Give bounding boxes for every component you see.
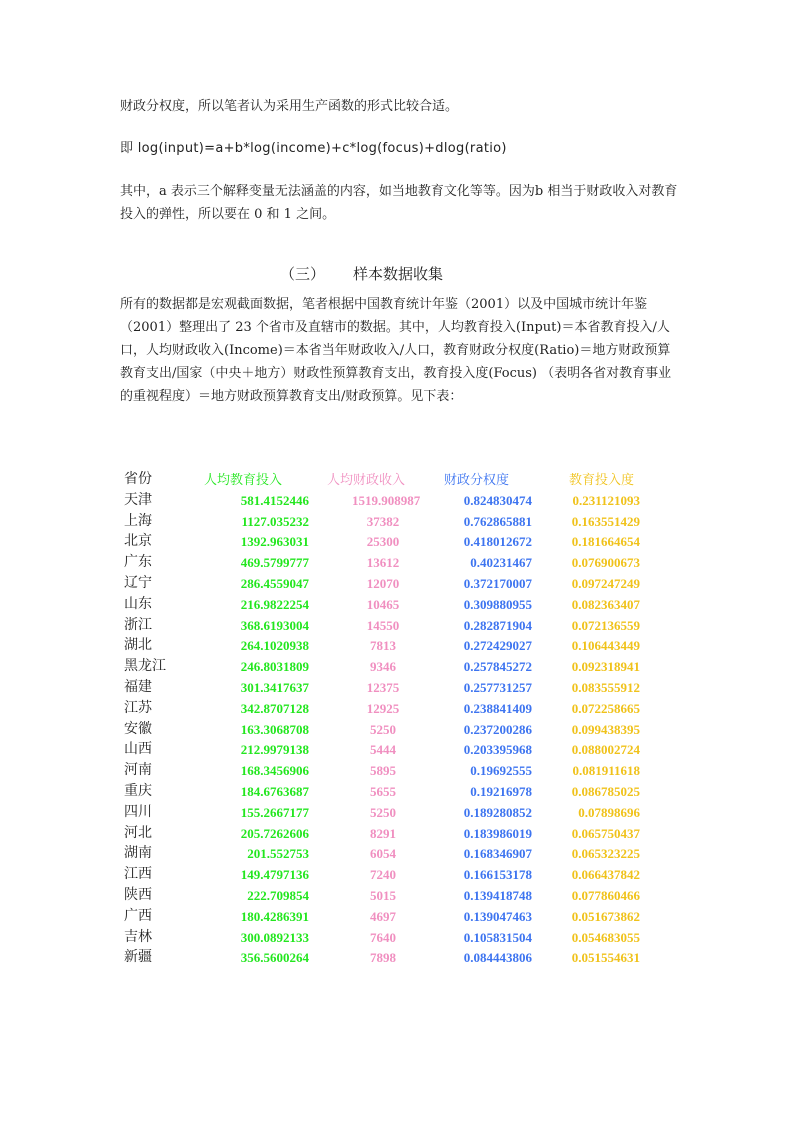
cell-province: 江苏 bbox=[124, 700, 152, 716]
cell-province: 天津 bbox=[124, 492, 152, 508]
cell-income bbox=[309, 678, 414, 699]
cell-province: 北京 bbox=[124, 534, 152, 550]
cell-province: 重庆 bbox=[124, 783, 152, 799]
cell-province: 河南 bbox=[124, 763, 152, 779]
cell-focus: 0.099438395 bbox=[571, 721, 640, 737]
cell-input: 286.4559047 bbox=[240, 575, 309, 591]
table-row bbox=[118, 512, 640, 533]
cell-income bbox=[309, 907, 414, 928]
cell-input: 222.709854 bbox=[247, 887, 309, 903]
province-data-table bbox=[118, 470, 640, 969]
cell-input: 246.8031809 bbox=[240, 659, 309, 675]
header-ratio: 财政分权度 bbox=[444, 472, 510, 487]
regression-formula: 即 log(input)=a+b*log(income)+c*log(focus)+dlog(ratio) bbox=[120, 141, 507, 156]
cell-income bbox=[309, 553, 414, 574]
cell-income-value: 7813 bbox=[370, 638, 396, 654]
cell-input: 368.6193004 bbox=[240, 617, 309, 633]
cell-income-value: 7240 bbox=[370, 867, 396, 883]
cell-ratio: 0.372170007 bbox=[463, 575, 532, 591]
cell-province: 广东 bbox=[124, 555, 152, 571]
cell-focus: 0.231121093 bbox=[572, 492, 640, 508]
cell-ratio: 0.203395968 bbox=[463, 742, 532, 758]
cell-input: 163.3068708 bbox=[240, 721, 309, 737]
cell-focus: 0.092318941 bbox=[571, 659, 640, 675]
table-row bbox=[118, 782, 640, 803]
cell-ratio: 0.139418748 bbox=[463, 887, 532, 903]
cell-ratio: 0.238841409 bbox=[463, 700, 532, 716]
cell-focus: 0.082363407 bbox=[571, 596, 640, 612]
cell-income bbox=[309, 720, 414, 741]
cell-ratio: 0.257731257 bbox=[463, 679, 532, 695]
cell-input: 201.552753 bbox=[247, 846, 309, 862]
cell-income-value: 12925 bbox=[366, 700, 400, 716]
table-row bbox=[118, 720, 640, 741]
table-row bbox=[118, 907, 640, 928]
cell-income bbox=[309, 844, 414, 865]
cell-income-value: 7898 bbox=[370, 950, 396, 966]
cell-province: 河北 bbox=[124, 825, 152, 841]
data-description-paragraph: 所有的数据都是宏观截面数据，笔者根据中国教育统计年鉴（2001）以及中国城市统计年鉴（2001）整理出了 23 个省市及直辖市的数据。其中，人均教育投入(Input)＝本省教育投入/人口，人均财政收入(Income)＝本省当年财政收入/人口，教育财政分权度(Ratio)＝地方财政预算教育支出/国家（中央＋地方）财政性预算教育支出，教育投入度(Focus) （表明各省对教育事业的重视程度）＝地方财政预算教育支出/财政预算。见下表： bbox=[120, 297, 672, 404]
cell-focus: 0.065750437 bbox=[571, 825, 640, 841]
cell-income-value: 37382 bbox=[366, 513, 400, 529]
cell-input: 300.0892133 bbox=[240, 929, 309, 945]
cell-income-value: 10465 bbox=[366, 596, 400, 612]
cell-income-value: 4697 bbox=[370, 908, 396, 924]
cell-province: 四川 bbox=[124, 804, 152, 820]
cell-province: 安徽 bbox=[124, 721, 152, 737]
cell-ratio: 0.257845272 bbox=[463, 659, 532, 675]
cell-ratio: 0.824830474 bbox=[463, 492, 532, 508]
cell-income bbox=[309, 616, 414, 637]
cell-province: 吉林 bbox=[124, 929, 152, 945]
cell-income-value: 5015 bbox=[370, 887, 396, 903]
table-row bbox=[118, 948, 640, 969]
cell-focus: 0.097247249 bbox=[571, 575, 640, 591]
cell-focus: 0.051673862 bbox=[571, 908, 640, 924]
table-row bbox=[118, 803, 640, 824]
table-row bbox=[118, 678, 640, 699]
cell-input: 301.3417637 bbox=[240, 679, 309, 695]
table-row bbox=[118, 761, 640, 782]
table-row bbox=[118, 616, 640, 637]
table-row bbox=[118, 824, 640, 845]
cell-province: 山西 bbox=[124, 742, 152, 758]
cell-province: 黑龙江 bbox=[124, 659, 166, 675]
cell-focus: 0.083555912 bbox=[571, 679, 640, 695]
section-title: 样本数据收集 bbox=[353, 265, 444, 283]
cell-focus: 0.086785025 bbox=[571, 783, 640, 799]
cell-focus: 0.072136559 bbox=[571, 617, 640, 633]
cell-income-value: 7640 bbox=[370, 929, 396, 945]
cell-input: 356.5600264 bbox=[240, 950, 309, 966]
cell-input: 469.5799777 bbox=[240, 555, 309, 571]
cell-income bbox=[309, 948, 414, 969]
cell-focus: 0.088002724 bbox=[571, 742, 640, 758]
cell-income-value: 12375 bbox=[366, 679, 400, 695]
cell-income-value: 25300 bbox=[366, 534, 400, 550]
cell-ratio: 0.183986019 bbox=[463, 825, 532, 841]
cell-province: 湖南 bbox=[124, 846, 152, 862]
cell-province: 福建 bbox=[124, 679, 152, 695]
cell-income-value: 5250 bbox=[370, 804, 396, 820]
cell-input: 184.6763687 bbox=[240, 783, 309, 799]
cell-income bbox=[309, 574, 414, 595]
table-row bbox=[118, 491, 640, 512]
cell-focus: 0.07898696 bbox=[578, 804, 640, 820]
cell-ratio: 0.272429027 bbox=[463, 638, 532, 654]
cell-income bbox=[309, 740, 414, 761]
cell-income bbox=[309, 512, 414, 533]
cell-province: 山东 bbox=[124, 596, 152, 612]
cell-ratio: 0.762865881 bbox=[463, 513, 532, 529]
cell-ratio: 0.237200286 bbox=[463, 721, 532, 737]
cell-income bbox=[309, 782, 414, 803]
cell-income bbox=[309, 532, 414, 553]
cell-ratio: 0.166153178 bbox=[463, 867, 532, 883]
cell-input: 216.9822254 bbox=[240, 596, 309, 612]
header-focus: 教育投入度 bbox=[569, 472, 635, 487]
cell-input: 1127.035232 bbox=[241, 513, 309, 529]
table-row bbox=[118, 657, 640, 678]
cell-income bbox=[309, 865, 414, 886]
cell-income bbox=[309, 803, 414, 824]
cell-ratio: 0.189280852 bbox=[463, 804, 532, 820]
header-input: 人均教育投入 bbox=[204, 472, 283, 487]
cell-ratio: 0.19692555 bbox=[470, 763, 532, 779]
cell-income-value: 14550 bbox=[366, 617, 400, 633]
cell-income bbox=[309, 761, 414, 782]
cell-province: 浙江 bbox=[124, 617, 152, 633]
section-number: （三） bbox=[280, 265, 326, 283]
cell-province: 湖北 bbox=[124, 638, 152, 654]
cell-input: 205.7262606 bbox=[240, 825, 309, 841]
cell-ratio: 0.139047463 bbox=[463, 908, 532, 924]
cell-income-value: 8291 bbox=[370, 825, 396, 841]
table-row bbox=[118, 636, 640, 657]
table-row bbox=[118, 886, 640, 907]
table-row bbox=[118, 699, 640, 720]
cell-income-value: 5444 bbox=[370, 742, 396, 758]
table-row bbox=[118, 844, 640, 865]
cell-province: 广西 bbox=[124, 908, 152, 924]
cell-focus: 0.163551429 bbox=[571, 513, 640, 529]
cell-input: 149.4797136 bbox=[240, 867, 309, 883]
cell-focus: 0.054683055 bbox=[571, 929, 640, 945]
table-row bbox=[118, 532, 640, 553]
explanation-paragraph: 其中，a 表示三个解释变量无法涵盖的内容，如当地教育文化等等。因为b 相当于财政收入对教育投入的弹性，所以要在 0 和 1 之间。 bbox=[120, 184, 678, 222]
header-income: 人均财政收入 bbox=[327, 472, 406, 487]
table-header-row bbox=[118, 470, 640, 491]
cell-income-value: 6054 bbox=[370, 846, 396, 862]
cell-income-value: 5895 bbox=[370, 763, 396, 779]
cell-income-value: 9346 bbox=[370, 659, 396, 675]
cell-province: 辽宁 bbox=[124, 575, 152, 591]
cell-input: 581.4152446 bbox=[240, 492, 309, 508]
table-row bbox=[118, 553, 640, 574]
intro-paragraph: 财政分权度，所以笔者认为采用生产函数的形式比较合适。 bbox=[120, 99, 459, 114]
cell-province: 江西 bbox=[124, 867, 152, 883]
cell-income-value: 5250 bbox=[370, 721, 396, 737]
cell-focus: 0.051554631 bbox=[571, 950, 640, 966]
table-row bbox=[118, 865, 640, 886]
cell-focus: 0.181664654 bbox=[571, 534, 640, 550]
cell-focus: 0.077860466 bbox=[571, 887, 640, 903]
table-body bbox=[118, 491, 640, 969]
cell-province: 陕西 bbox=[124, 887, 152, 903]
cell-focus: 0.065323225 bbox=[571, 846, 640, 862]
cell-focus: 0.081911618 bbox=[572, 763, 640, 779]
cell-ratio: 0.418012672 bbox=[463, 534, 532, 550]
table-row bbox=[118, 574, 640, 595]
cell-income bbox=[309, 928, 414, 949]
cell-input: 155.2667177 bbox=[240, 804, 309, 820]
cell-focus: 0.072258665 bbox=[571, 700, 640, 716]
cell-income bbox=[309, 699, 414, 720]
cell-income-value: 1519.908987 bbox=[352, 492, 421, 508]
cell-ratio: 0.168346907 bbox=[463, 846, 532, 862]
cell-income-value: 5655 bbox=[370, 783, 396, 799]
cell-focus: 0.106443449 bbox=[571, 638, 640, 654]
cell-input: 212.9979138 bbox=[240, 742, 309, 758]
cell-income bbox=[309, 657, 414, 678]
cell-income bbox=[309, 824, 414, 845]
cell-ratio: 0.084443806 bbox=[463, 950, 532, 966]
cell-ratio: 0.282871904 bbox=[463, 617, 532, 633]
cell-income-value: 13612 bbox=[366, 555, 400, 571]
header-province: 省份 bbox=[124, 472, 152, 487]
cell-input: 168.3456906 bbox=[240, 763, 309, 779]
table-row bbox=[118, 740, 640, 761]
cell-input: 342.8707128 bbox=[240, 700, 309, 716]
cell-income bbox=[309, 491, 421, 512]
table-row bbox=[118, 928, 640, 949]
cell-input: 264.1020938 bbox=[240, 638, 309, 654]
cell-input: 1392.963031 bbox=[240, 534, 309, 550]
cell-ratio: 0.105831504 bbox=[463, 929, 532, 945]
cell-ratio: 0.309880955 bbox=[463, 596, 532, 612]
cell-income bbox=[309, 636, 414, 657]
cell-input: 180.4286391 bbox=[240, 908, 309, 924]
cell-ratio: 0.19216978 bbox=[470, 783, 532, 799]
cell-income-value: 12070 bbox=[366, 575, 400, 591]
cell-income bbox=[309, 886, 414, 907]
cell-province: 上海 bbox=[124, 513, 152, 529]
cell-income bbox=[309, 595, 414, 616]
cell-focus: 0.066437842 bbox=[571, 867, 640, 883]
cell-ratio: 0.40231467 bbox=[470, 555, 532, 571]
table-row bbox=[118, 595, 640, 616]
cell-province: 新疆 bbox=[124, 950, 152, 966]
cell-focus: 0.076900673 bbox=[571, 555, 640, 571]
section-heading bbox=[280, 262, 443, 286]
